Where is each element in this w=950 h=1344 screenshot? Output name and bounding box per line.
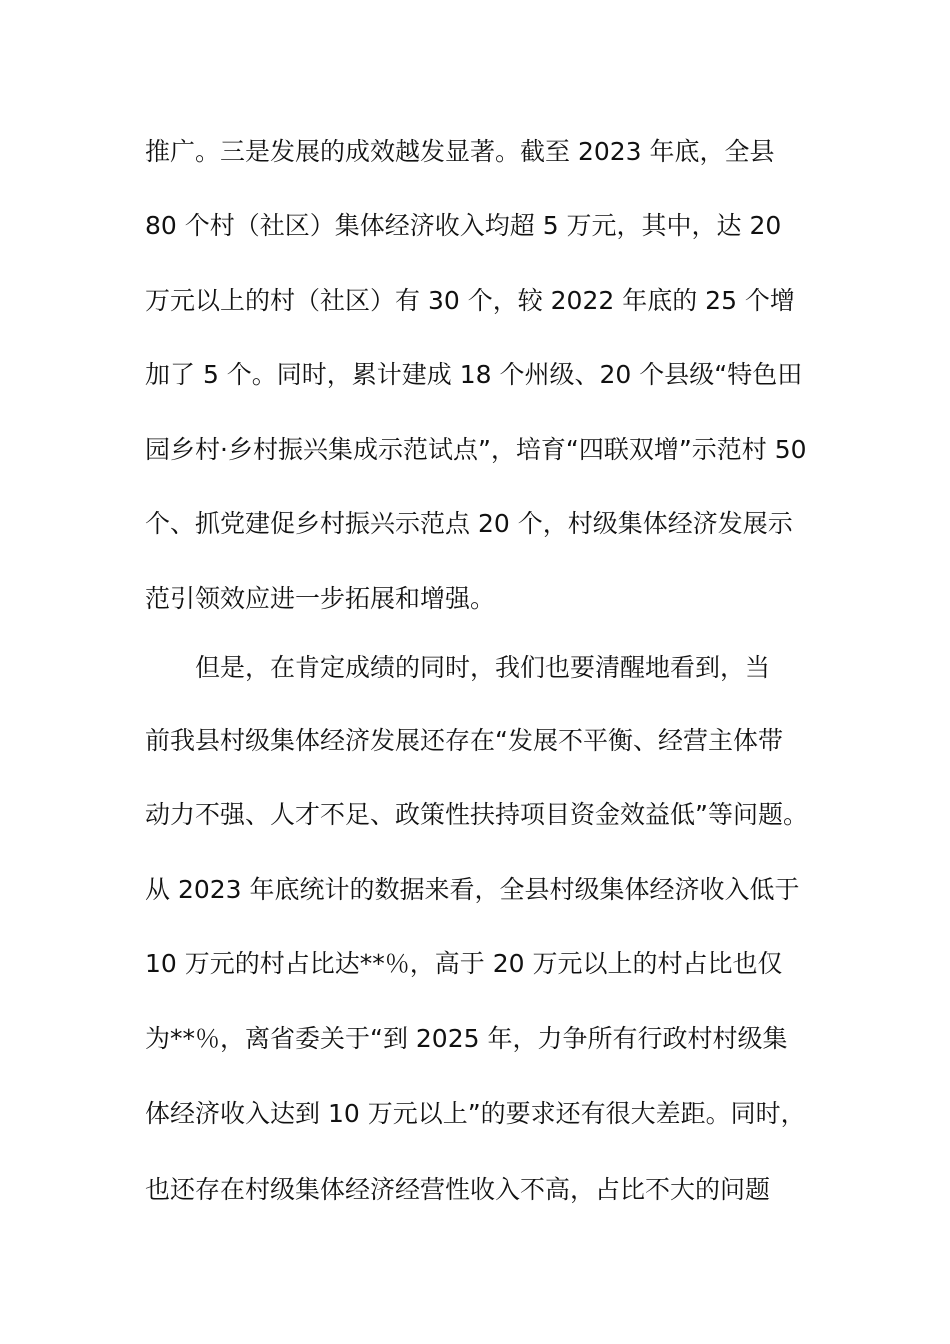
text-line: 从 2023 年底统计的数据来看，全县村级集体经济收入低于 bbox=[145, 875, 800, 904]
text-line: 加了 5 个。同时，累计建成 18 个州级、20 个县级“特色田 bbox=[145, 360, 803, 389]
text-line: 80 个村（社区）集体经济收入均超 5 万元，其中，达 20 bbox=[145, 211, 782, 240]
text-line: 也还存在村级集体经济经营性收入不高，占比不大的问题 bbox=[145, 1175, 771, 1204]
text-line: 前我县村级集体经济发展还存在“发展不平衡、经营主体带 bbox=[145, 726, 783, 755]
text-line: 园乡村·乡村振兴集成示范试点”，培育“四联双增”示范村 50 bbox=[145, 435, 807, 464]
text-line: 体经济收入达到 10 万元以上”的要求还有很大差距。同时， bbox=[145, 1099, 806, 1128]
text-line: 范引领效应进一步拓展和增强。 bbox=[145, 584, 496, 613]
text-line: 动力不强、人才不足、政策性扶持项目资金效益低”等问题。 bbox=[145, 800, 808, 829]
text-line: 10 万元的村占比达**％，高于 20 万元以上的村占比也仅 bbox=[145, 949, 783, 978]
text-line: 推广。三是发展的成效越发显著。截至 2023 年底，全县 bbox=[145, 137, 775, 166]
text-line: 但是，在肯定成绩的同时，我们也要清醒地看到，当 bbox=[145, 653, 771, 682]
text-line: 为**％，离省委关于“到 2025 年，力争所有行政村村级集 bbox=[145, 1024, 788, 1053]
text-line: 万元以上的村（社区）有 30 个，较 2022 年底的 25 个增 bbox=[145, 286, 795, 315]
text-line: 个、抓党建促乡村振兴示范点 20 个，村级集体经济发展示 bbox=[145, 509, 793, 538]
